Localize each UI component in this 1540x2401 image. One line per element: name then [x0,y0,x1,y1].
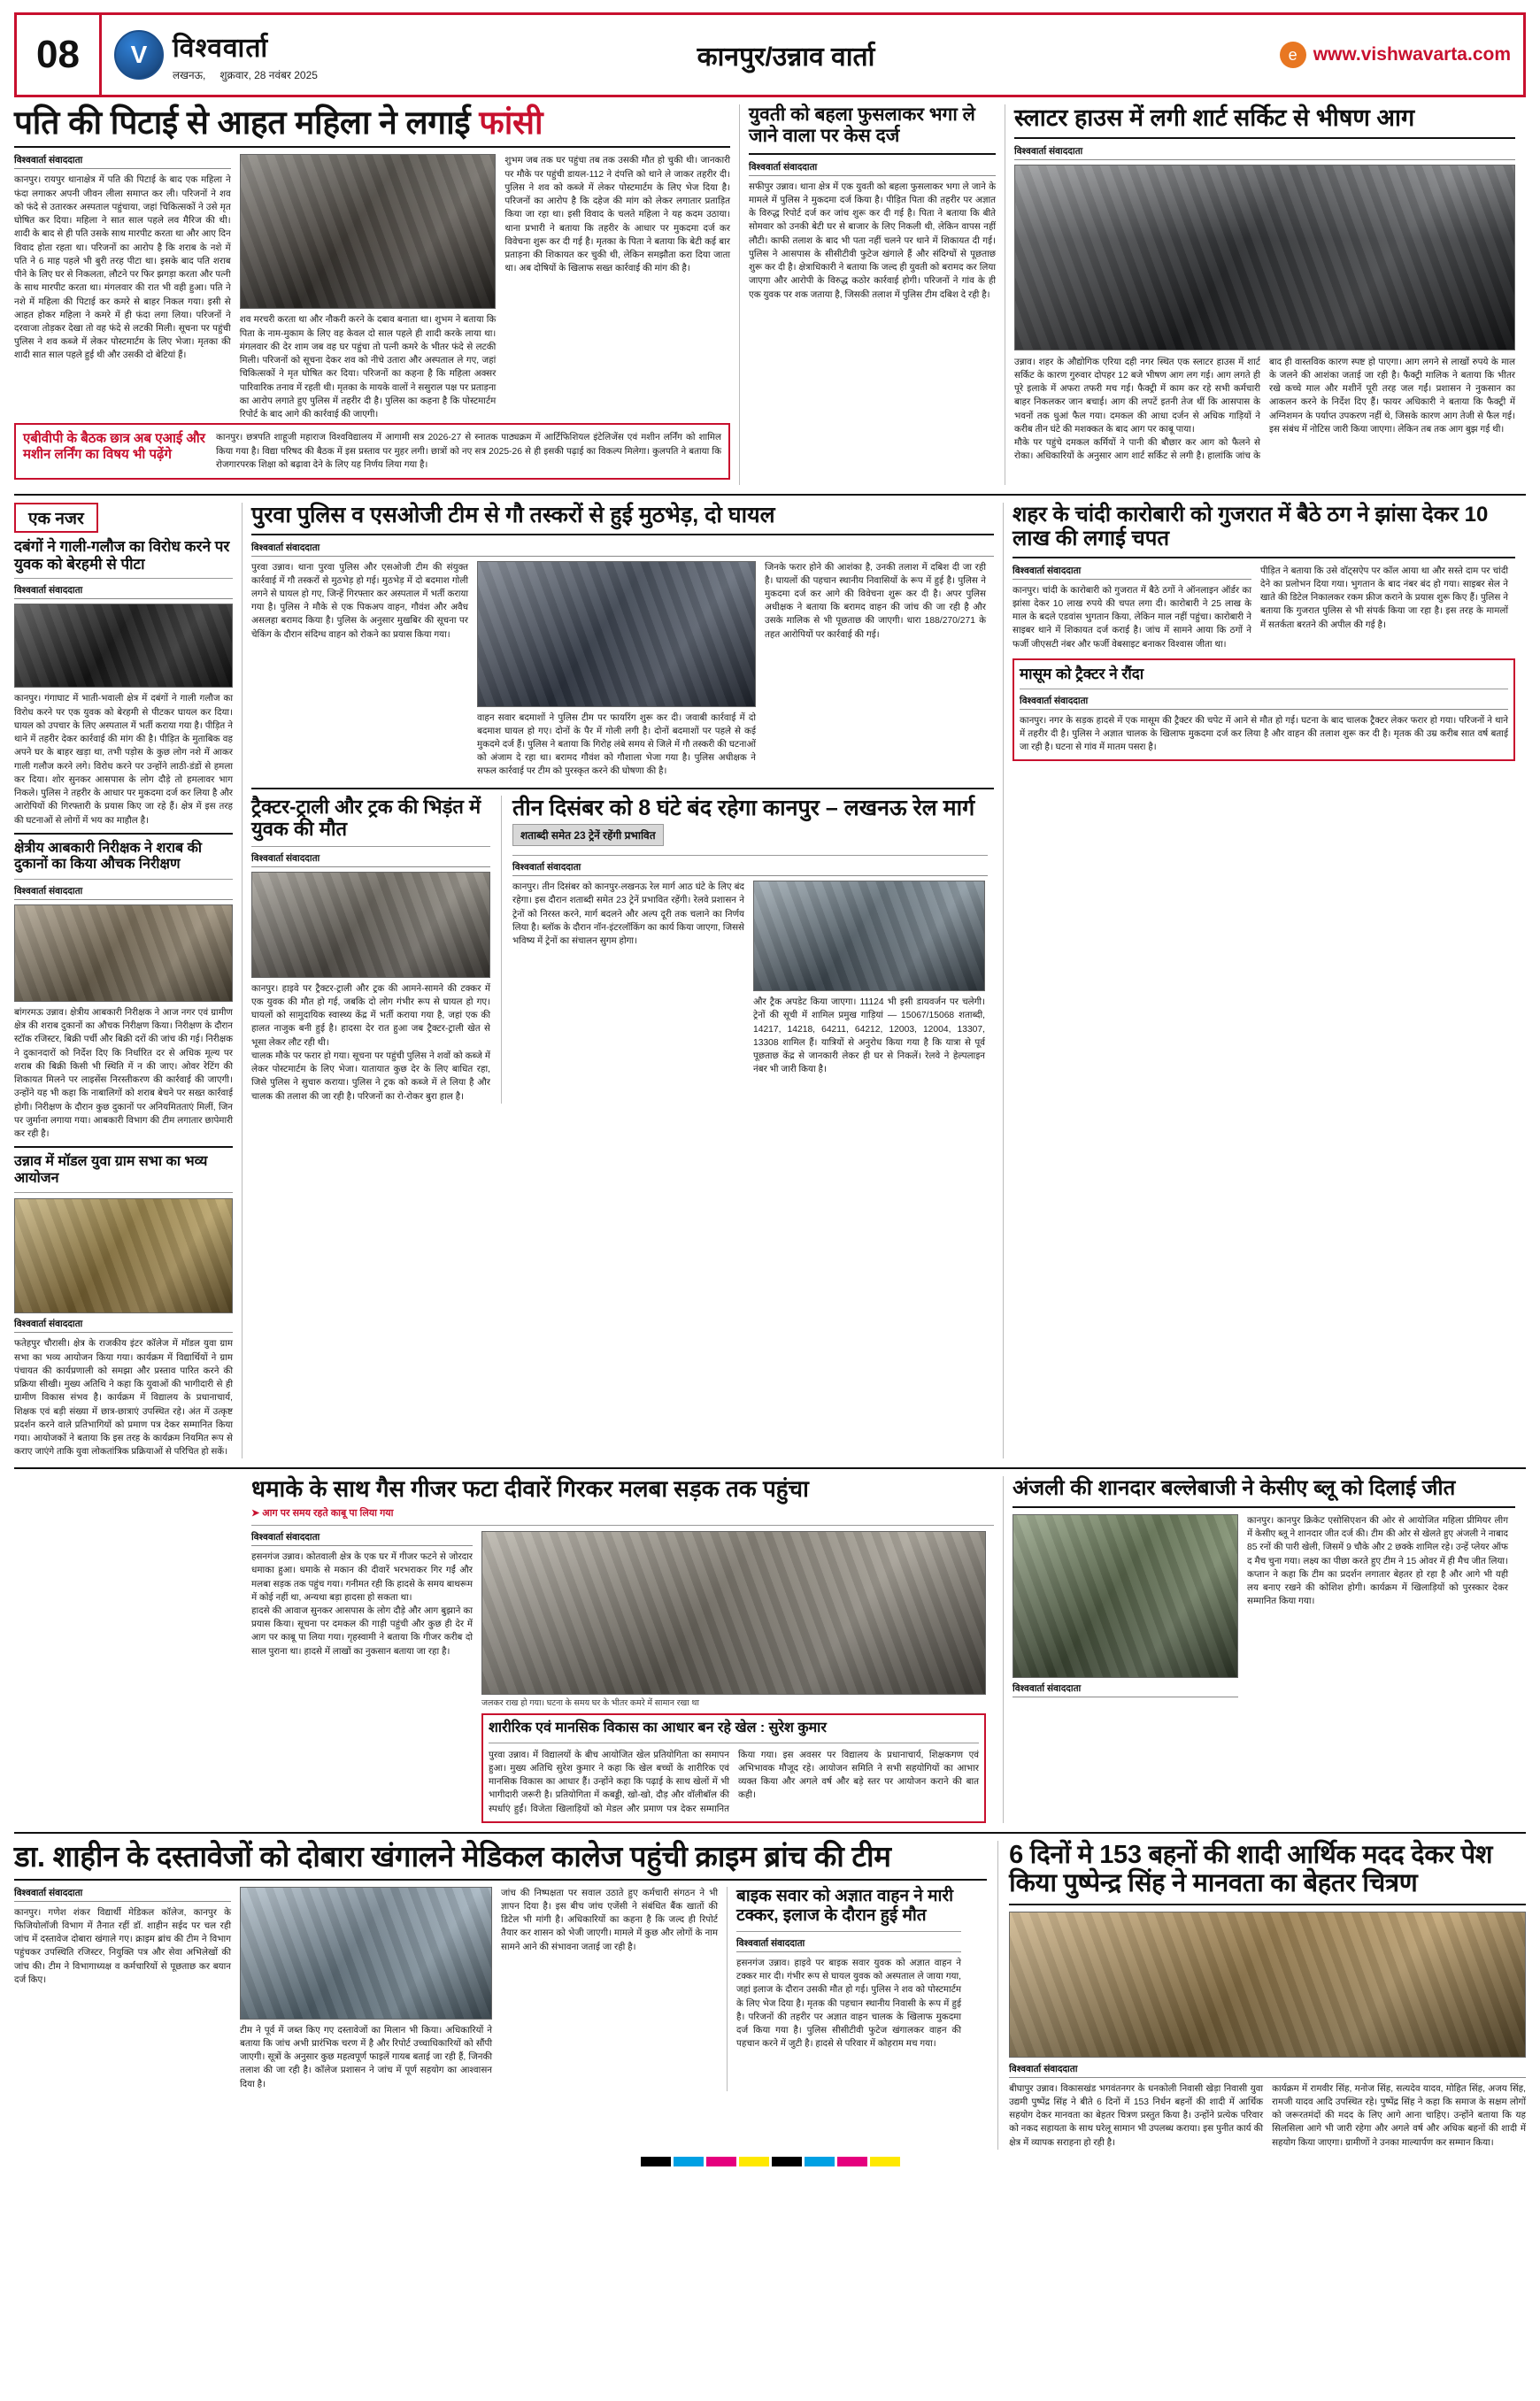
bike-headline: बाइक सवार को अज्ञात वाहन ने मारी टक्कर, इलाज के दौरान हुई मौत [736,1886,954,1925]
masoom-headline: मासूम को ट्रैक्टर ने रौंदा [1020,665,1144,682]
wedding-story [998,1841,1526,2150]
gram-sabha-photo [14,1198,233,1313]
lead-col1: कानपुर। रायपुर थानाक्षेत्र में पति की पिटाई के बाद एक महिला ने फंदा लगाकर अपनी जीवन लीला समाप्त कर ली। परिजनों ने शव को फंदे से उतारकर अस्पताल पहुंचाया, जहां चिकित्सकों ने उसे मृत घोषित कर दिया। महिला ने सात साल पहले लव मैरिज की थी। शादी के बाद से ही पति उसके साथ मारपीट करता था और आए दिन विवाद होता रहता था। परिजनों का आरोप है कि शराब के नशे में पति ने 6 माह पहले भी बुरी तरह पीटा था। इसके बाद पति शराब पीने के लिए घर से निकलता, लौटने पर फिर झगड़ा करता और पत्नी के साथ मारपीट करता था। मंगलवार की रात भी वही हुआ। पति ने नशे में महिला की पिटाई कर कमरे से बाहर निकल गया। इसी से आहत होकर महिला ने कमरे में ही फंदा लगा लिया। परिजनों ने दरवाजा तोड़कर देखा तो वह फंदे से लटकी मिली। सूचना पर पहुंची पुलिस ने शव कब्जे में लेकर पोस्टमार्टम के लिए भेजा। मृतका की शादी सात साल पहले हुई थी और उसकी दो बेटियां हैं। [14,175,231,361]
encounter-photo [477,561,756,707]
brand-city: लखनऊ, [173,68,206,81]
cricket-headline: अंजली की शानदार बल्लेबाजी ने केसीए ब्लू को दिलाई जीत [1013,1476,1456,1501]
crime-branch-photo [240,1887,492,2020]
byline: विश्ववार्ता संवाददाता [14,1887,231,1902]
bike-story [727,1887,961,2091]
gram-sabha-text: फतेहपुर चौरासी। क्षेत्र के राजकीय इंटर कॉलेज में मॉडल युवा ग्राम सभा का भव्य आयोजन किया गया। कार्यक्रम में विद्यार्थियों ने ग्राम पंचायत की कार्यप्रणाली को समझा और प्रस्ताव पारित करने की प्रक्रिया सीखी। मुख्य अतिथि ने कहा कि युवाओं की भागीदारी से ही ग्रामीण विकास संभव है। कार्यक्रम में विद्यालय के प्रधानाचार्य, शिक्षक एवं बड़ी संख्या में छात्र-छात्राएं उपस्थित रहे। अंत में उत्कृष्ट प्रदर्शन करने वाले प्रतिभागियों को प्रमाण पत्र देकर सम्मानित किया गया। आयोजकों ने बताया कि इस तरह के कार्यक्रम नियमित रूप से कराए जाएंगे ताकि युवा लोकतांत्रिक प्रक्रियाओं से परिचित हो सकें। [14,1339,233,1458]
cheating-headline: शहर के चांदी कारोबारी को गुजरात में बैठे ठग ने झांसा देकर 10 लाख की लगाई चपत [1013,503,1489,551]
youth-case-story [740,104,1005,485]
encounter-headline: पुरवा पुलिस व एसओजी टीम से गौ तस्करों से हुई मुठभेड़, दो घायल [251,503,775,528]
ek-nazar-text: कानपुर। गंगाघाट में भाती-भवाली क्षेत्र में दबंगों ने गाली गलौज का विरोध करने पर एक युवक को बेरहमी से पीटकर घायल कर दिया। घायल को उपचार के लिए अस्पताल में भर्ती कराया गया है। पीड़ित ने थाने में तहरीर देकर कार्रवाई की मांग की है। पीड़ित के मुताबिक वह अपने घर के बाहर खड़ा था, तभी पड़ोस के कुछ लोग नशे में आकर गाली गलौज करने लगे। विरोध करने पर उन्होंने लाठी-डंडों से हमला कर दिया। शोर सुनकर आसपास के लोग दौड़े तो हमलावर भाग निकले। पुलिस ने तहरीर के आधार पर मुकदमा दर्ज कर लिया है और आरोपियों की गिरफ्तारी के प्रयास किए जा रहे हैं। क्षेत्र में इस तरह की घटनाओं से लोगों में भय का माहौल है। [14,694,233,826]
tractor-col2: चालक मौके पर फरार हो गया। सूचना पर पहुंची पुलिस ने शवों को कब्जे में लेकर पोस्टमार्टम के लिए भेजा। यातायात कुछ देर के लिए बाधित रहा, जिसे पुलिस ने सुचारु कराया। पुलिस ने ट्रक को कब्जे में ले लिया है और चालक की तलाश की जा रही है। परिजनों का रो-रोकर बुरा हाल है। [251,1050,490,1102]
lead-col3: शुभम जब तक घर पहुंचा तब तक उसकी मौत हो चुकी थी। जानकारी पर मौके पर पहुंची डायल-112 ने दंपत्ति को थाने ले जाकर तहरीर दी। पुलिस ने शव को कब्जे में लेकर पोस्टमार्टम के लिए भेज दिया है। परिजनों का आरोप है कि दहेज की मांग को लेकर लगातार प्रताड़ित किया जा रहा था। इसी विवाद के चलते महिला ने यह कदम उठाया। थाना प्रभारी ने बताया कि तहरीर के आधार पर मुकदमा दर्ज कर विवेचना शुरू कर दी गई है। मृतका के पिता ने बताया कि बेटी कई बार प्रताड़ना की शिकायत कर चुकी थी, लेकिन समझौता करा दिया जाता था। अब दोषियों के खिलाफ सख्त कार्रवाई की मांग की है। [504,156,730,274]
geyser-photo [481,1531,986,1695]
gram-sabha-headline: उन्नाव में मॉडल युवा ग्राम सभा का भव्य आयोजन [14,1154,208,1186]
masoom-story [1013,658,1515,761]
lower-section [14,1476,1526,1822]
fire-col2: मौके पर पहुंचे दमकल कर्मियों ने पानी की बौछार कर आग को फैलने से रोका। अधिकारियों के अनुसार आग शार्ट सर्किट से लगी है। हालांकि जांच के बाद ही वास्तविक कारण स्पष्ट हो पाएगा। आग लगने से लाखों रुपये के माल के जलने की आशंका जताई जा रही है। फैक्ट्री मालिक ने बताया कि भीतर रखे कच्चे माल और मशीनें पूरी तरह जल गईं। प्रशासन ने नुकसान का आकलन करने के निर्देश दिए हैं। फायर अधिकारी ने बताया कि फैक्ट्री में अग्निशमन के पर्याप्त उपकरण नहीं थे, जिसके कारण आग तेजी से फैल गई। इस संबंध में नोटिस जारी किया जाएगा। लेकिन तब तक आग बुझ गई थी। [1014,357,1515,462]
geyser-col2: हादसे की आवाज सुनकर आसपास के लोग दौड़े और आग बुझाने का प्रयास किया। सूचना पर दमकल की गाड़ी पहुंची और कुछ ही देर में आग पर काबू पा लिया गया। गृहस्वामी ने बताया कि गीजर करीब दो साल पुराना था। हादसे में लाखों का नुकसान बताया जा रहा है। [251,1606,473,1657]
tractor-col1: कानपुर। हाइवे पर ट्रैक्टर-ट्राली और ट्रक की आमने-सामने की टक्कर में एक युवक की मौत हो गई, जबकि दो लोग गंभीर रूप से घायल हो गए। घायलों को सामुदायिक स्वास्थ्य केंद्र में भर्ती कराया गया है, जहां एक की हालत नाजुक बनी हुई है। हादसा देर रात हुआ जब ट्रैक्टर-ट्राली खेत से भूसा लेकर लौट रही थी। [251,983,490,1048]
encounter-col1: पुरवा उन्नाव। थाना पुरवा पुलिस और एसओजी टीम की संयुक्त कार्रवाई में गौ तस्करों से मुठभेड़ हो गई। मुठभेड़ में दो बदमाश गोली लगने से घायल हो गए, जिन्हें गिरफ्तार कर अस्पताल में भर्ती कराया गया है। पुलिस ने मौके से एक पिकअप वाहन, गौवंश और अवैध असलहा बरामद किया है। पुलिस के अनुसार मुखबिर की सूचना पर चेकिंग के दौरान संदिग्ध वाहन को रोकने का प्रयास किया गया। [251,562,468,640]
byline: विश्ववार्ता संवाददाता [1014,145,1515,160]
wedding-col2: कार्यक्रम में रामवीर सिंह, मनोज सिंह, सत्यदेव यादव, मोहित सिंह, अजय सिंह, रामजी यादव आदि उपस्थित रहे। पुष्पेंद्र सिंह ने कहा कि समाज के सक्षम लोगों को जरूरतमंदों की मदद के लिए आगे आना चाहिए। उन्होंने बताया कि यह सिलसिला आगे भी जारी रहेगा और अगले वर्ष और अधिक बहनों की शादी में सहयोग किया जाएगा। ग्रामीणों ने उनका माल्यार्पण कर सम्मान किया। [1272,2083,1526,2148]
globe-icon: e [1280,42,1306,68]
rail-photo [753,881,985,991]
wedding-col1: बीघापुर उन्नाव। विकासखंड भगवंतनगर के धनकोली निवासी खेड़ा निवासी युवा उद्यमी पुष्पेंद्र सिंह ने बीते 6 दिनों में 153 निर्धन बहनों की शादी में आर्थिक सहयोग देकर मानवता का बेहतर चित्रण प्रस्तुत किया है। उन्होंने प्रत्येक परिवार को नकद सहायता के साथ घरेलू सामान भी उपलब्ध कराया। इस पुनीत कार्य की क्षेत्र में व्यापक सराहना हो रही है। [1009,2083,1264,2148]
byline: विश्ववार्ता संवाददाता [14,1318,233,1333]
excise-text: बांगरमऊ उन्नाव। क्षेत्रीय आबकारी निरीक्षक ने आज नगर एवं ग्रामीण क्षेत्र की शराब दुकानों का औचक निरीक्षण किया। निरीक्षण के दौरान स्टॉक रजिस्टर, बिक्री पर्ची और बिक्री दरों की जांच की गई। निरीक्षक ने दुकानदारों को निर्देश दिए कि निर्धारित दर से अधिक मूल्य पर शराब की बिक्री किसी भी स्थिति में न की जाए। ओवर रेटिंग की शिकायत मिलने पर लाइसेंस निरस्तीकरण की कार्रवाई की जाएगी। उन्होंने यह भी कहा कि नाबालिगों को शराब बेचने पर सख्त कार्रवाई होगी। निरीक्षण के दौरान कुछ दुकानों पर अनियमितताएं मिलीं, जिन पर जुर्माना लगाया गया। आबकारी विभाग की टीम लगातार छापेमारी कर रही है। [14,1007,233,1139]
bike-text: हसनगंज उन्नाव। हाइवे पर बाइक सवार युवक को अज्ञात वाहन ने टक्कर मार दी। गंभीर रूप से घायल युवक को अस्पताल ले जाया गया, जहां इलाज के दौरान उसकी मौत हो गई। पुलिस ने शव को पोस्टमार्टम के लिए भेज दिया है। मृतक की पहचान स्थानीय निवासी के रूप में हुई है। परिजनों की तहरीर पर अज्ञात वाहन चालक के खिलाफ मुकदमा दर्ज किया गया है। पुलिस सीसीटीवी फुटेज खंगालकर वाहन की पहचान करने में जुटी है। हादसे से परिवार में कोहराम मच गया। [736,1958,961,2050]
edition-title: कानपुर/उन्नाव वार्ता [697,42,875,72]
byline: विश्ववार्ता संवाददाता [1013,565,1251,580]
rail-col1: कानपुर। तीन दिसंबर को कानपुर-लखनऊ रेल मार्ग आठ घंटे के लिए बंद रहेगा। इस दौरान शताब्दी समेत 23 ट्रेनें प्रभावित रहेंगी। रेलवे प्रशासन ने ट्रेनों को निरस्त करने, मार्ग बदलने और अल्प दूरी तक चलाने का निर्णय लिया है। ब्लॉक के दौरान नॉन-इंटरलॉकिंग का कार्य किया जाएगा, जिससे भविष्य में ट्रेनों का संचालन सुगम होगा। [512,882,744,947]
youth-case-text: सफीपुर उन्नाव। थाना क्षेत्र में एक युवती को बहला फुसलाकर भगा ले जाने के मामले में पुलिस ने मुकदमा दर्ज किया है। पीड़ित पिता की तहरीर पर अज्ञात के विरुद्ध रिपोर्ट दर्ज कर जांच शुरू कर दी गई है। पिता ने बताया कि बीते सोमवार को उनकी बेटी घर से बाजार के लिए निकली थी, लेकिन वापस नहीं लौटी। काफी तलाश के बाद भी पता नहीं चलने पर थाने में शिकायत दी गई। पुलिस ने आसपास के सीसीटीवी फुटेज खंगाले हैं और संदिग्धों से पूछताछ शुरू कर दी है। क्षेत्राधिकारी ने बताया कि जल्द ही युवती को बरामद कर लिया जाएगा और आरोपी के विरुद्ध कठोर कार्रवाई होगी। परिजनों ने गांव के ही एक युवक पर शक जताया है, जिसकी तलाश में पुलिस टीम दबिश दे रही है। [749,181,996,300]
byline: विश्ववार्ता संवाददाता [251,852,490,867]
byline: विश्ववार्ता संवाददाता [749,161,996,176]
cheating-col1: कानपुर। चांदी के कारोबारी को गुजरात में बैठे ठगों ने ऑनलाइन ऑर्डर का झांसा देकर 10 लाख रुपये की चपत लगा दी। कारोबारी ने 25 लाख के माल के बदले एडवांस भुगतान किया, लेकिन माल नहीं पहुंचा। कारोबारी ने साइबर थाने में शिकायत दर्ज कराई है। जांच में सामने आया कि ठगों ने फर्जी जीएसटी नंबर और फर्जी वेबसाइट बनाकर विश्वास जीता था। [1013,585,1251,650]
sports-box [481,1713,986,1823]
wedding-headline: 6 दिनों मे 153 बहनों की शादी आर्थिक मदद देकर पेश किया पुष्पेन्द्र सिंह ने मानवता का बेहतर चित्रण [1009,1840,1493,1898]
lead-photo [240,154,497,309]
fire-col1: उन्नाव। शहर के औद्योगिक एरिया दही नगर स्थित एक स्लाटर हाउस में शार्ट सर्किट के कारण गुरुवार दोपहर 12 बजे भीषण आग लग गई। आग लगते ही पूरे इलाके में अफरा तफरी मच गई। फैक्ट्री में काम कर रहे सभी कर्मचारी बाहर निकलकर जान बचाई। आग की लपटें इतनी तेज थीं कि आसपास के भवनों तक धुआं फैल गया। दमकल की आधा दर्जन से अधिक गाड़ियों ने करीब तीन घंटे की मशक्कत के बाद आग पर काबू पाया। [1014,357,1260,435]
abvp-inset-title: एबीवीपी के बैठक छात्र अब एआई और मशीन लर्निंग का विषय भी पढ़ेंगे [23,431,205,463]
section-header-ek-nazar: एक नजर [14,503,98,533]
sports-box-headline: शारीरिक एवं मानसिक विकास का आधार बन रहे खेल : सुरेश कुमार [489,1720,827,1736]
lead-col2: शव मरचरी करता था और नौकरी करने के दबाव बनाता था। शुभम ने बताया कि पिता के नाम-मुकाम के लिए वह केवल दो साल पहले ही शादी करके लाया था। मंगलवार की देर शाम जब वह घर पहुंचा तो पत्नी कमरे के भीतर फंदे से लटकी मिली। परिजनों को सूचना देकर शव को नीचे उतारा और अस्पताल ले गए, जहां चिकित्सकों ने मृत घोषित कर दिया। परिजनों का कहना है कि महिला अक्सर पारिवारिक तनाव में रहती थी। मृतका के मायके वालों ने ससुराल पक्ष पर प्रताड़ना का आरोप लगाते हुए पुलिस में तहरीर दी है। पुलिस का कहना है कि पोस्टमार्टम रिपोर्ट के बाद आगे की कार्रवाई की जाएगी। [239,315,497,420]
lower-spacer [14,1476,243,1822]
lead-story [14,104,740,485]
crime-branch-headline: डा. शाहीन के दस्तावेजों को दोबारा खंगालने मेडिकल कालेज पहुंची क्राइम ब्रांच की टीम [14,1839,891,1873]
crime-branch-col1: कानपुर। गणेश शंकर विद्यार्थी मेडिकल कॉलेज, कानपुर के फिजियोलॉजी विभाग में तैनात रहीं डॉ. शाहीन सईद पर चल रही जांच में दस्तावेज दोबारा खंगाले गए। क्राइम ब्रांच की टीम ने विभाग पहुंचकर उपस्थिति रजिस्टर, नियुक्ति पत्र और सेवा अभिलेखों की जांच की। टीम ने विभागाध्यक्ष व कर्मचारियों से पूछताछ कर बयान दर्ज किए। [14,1907,231,1985]
geyser-arrow-note: ➤ आग पर समय रहते काबू पा लिया गया [251,1508,394,1520]
cheating-col2: पीड़ित ने बताया कि उसे वॉट्सऐप पर कॉल आया था और सस्ते दाम पर चांदी देने का प्रलोभन दिया गया। भुगतान के बाद नंबर बंद हो गया। साइबर सेल ने खाते की डिटेल निकालकर रकम फ्रीज कराने के प्रयास शुरू किए हैं। पुलिस ने बताया कि गुजरात पुलिस से भी संपर्क किया जा रहा है। इस तरह के मामलों में सतर्कता बरतने की अपील की गई है। [1260,566,1508,630]
geyser-story [243,1476,1004,1822]
byline: विश्ववार्ता संवाददाता [1020,695,1508,710]
youth-case-headline: युवती को बहला फुसलाकर भगा ले जाने वाला पर केस दर्ज [749,104,975,147]
byline: विश्ववार्ता संवाददाता [251,542,994,557]
masoom-text: कानपुर। नगर के सड़क हादसे में एक मासूम की ट्रैक्टर की चपेट में आने से मौत हो गई। घटना के बाद चालक ट्रैक्टर लेकर फरार हो गया। परिजनों ने थाने में तहरीर दी है। पुलिस ने अज्ञात चालक के खिलाफ मुकदमा दर्ज कर लिया है और वाहन की तलाश शुरू कर दी है। मृतक की उम्र करीब सात वर्ष बताई जा रही है। घटना से गांव में मातम पसरा है। [1020,715,1508,753]
ek-nazar-column [14,503,243,1458]
website-url: www.vishwavarta.com [1313,44,1511,65]
geyser-headline: धमाके के साथ गैस गीजर फटा दीवारें गिरकर मलबा सड़क तक पहुंचा [251,1475,809,1503]
abvp-inset-text: कानपुर। छत्रपति शाहूजी महाराज विश्वविद्यालय में आगामी सत्र 2026-27 से स्नातक पाठ्यक्रम में आर्टिफिशियल इंटेलिजेंस एवं मशीन लर्निंग को शामिल किया गया है। विद्या परिषद की बैठक में इस प्रस्ताव पर मुहर लगी। छात्रों को नए सत्र 2025-26 से ही इसकी पढ़ाई का विकल्प मिलेगा। कुलपति ने बताया कि रोजगारपरक शिक्षा को बढ़ावा देने के लिए यह निर्णय लिया गया है। [216,433,721,470]
byline: विश्ववार्ता संवाददाता [1013,1682,1238,1697]
rail-col2: और ट्रैक अपडेट किया जाएगा। 11124 भी इसी डायवर्जन पर चलेगी। ट्रेनों की सूची में शामिल प्रमुख गाड़ियां — 15067/15068 शताब्दी, 14217, 14218, 64211, 64212, 12003, 12004, 13307, 13308 शामिल हैं। यात्रियों से अनुरोध किया गया है कि यात्रा से पूर्व पूछताछ केंद्र से जानकारी लेकर ही घर से निकलें। रेलवे ने हेल्पलाइन नंबर भी जारी किया है। [753,997,985,1075]
byline: विश्ववार्ता संवाददाता [14,584,233,599]
sports-box-text: पुरवा उन्नाव। में विद्यालयों के बीच आयोजित खेल प्रतियोगिता का समापन हुआ। मुख्य अतिथि सुरेश कुमार ने कहा कि खेल बच्चों के शारीरिक एवं मानसिक विकास का आधार हैं। उन्होंने कहा कि पढ़ाई के साथ खेलों में भी भागीदारी जरूरी है। प्रतियोगिता में कबड्डी, खो-खो, दौड़ और वॉलीबॉल की स्पर्धाएं हुईं। विजेता खिलाड़ियों को मेडल और प्रमाण पत्र देकर सम्मानित किया गया। इस अवसर पर विद्यालय के प्रधानाचार्य, शिक्षकगण एवं अभिभावक मौजूद रहे। आयोजन समिति ने सभी सहयोगियों का आभार व्यक्त किया और अगले वर्ष और बड़े स्तर पर आयोजन कराने की बात कही। [489,1750,979,1814]
cricket-story [1004,1476,1515,1822]
masthead [14,12,1526,97]
tractor-headline: ट्रैक्टर-ट्राली और ट्रक की भिड़ंत में युवक की मौत [251,795,481,841]
geyser-col1: हसनगंज उन्नाव। कोतवाली क्षेत्र के एक घर में गीजर फटने से जोरदार धमाका हुआ। धमाके से मकान की दीवारें भरभराकर गिर गईं और मलबा सड़क तक पहुंच गया। गनीमत रही कि हादसे के समय बाथरूम में कोई नहीं था, अन्यथा बड़ा हादसा हो सकता था। [251,1552,473,1603]
middle-section [14,503,1526,1458]
website-link[interactable] [1178,15,1523,95]
bottom-section [14,1841,1526,2150]
rail-story [501,796,988,1104]
ek-nazar-headline: दबंगों ने गाली-गलौज का विरोध करने पर युवक को बेरहमी से पीटा [14,538,230,573]
brand-date: शुक्रवार, 28 नवंबर 2025 [219,68,318,81]
ek-nazar-photo [14,604,233,688]
byline: विश्ववार्ता संवाददाता [512,861,988,876]
tractor-photo [251,872,490,978]
wedding-photo [1009,1912,1526,2058]
logo-icon: V [114,30,164,80]
lead-headline: पति की पिटाई से आहत महिला ने लगाई फांसी [14,104,543,141]
brand-name: विश्ववार्ता [173,33,269,63]
excise-headline: क्षेत्रीय आबकारी निरीक्षक ने शराब की दुकानों का किया औचक निरीक्षण [14,840,203,873]
right-column [1004,503,1515,1458]
abvp-inset-box [14,423,730,480]
crime-branch-story [14,1841,998,2150]
rail-subtag: शताब्दी समेत 23 ट्रेनें रहेंगी प्रभावित [512,824,664,846]
fire-photo [1014,165,1515,350]
cricket-text: कानपुर। कानपुर क्रिकेट एसोसिएशन की ओर से आयोजित महिला प्रीमियर लीग में केसीए ब्लू ने शानदार जीत दर्ज की। टीम की ओर से खेलते हुए अंजली ने नाबाद 85 रनों की पारी खेली, जिसमें 9 चौके और 2 छक्के शामिल रहे। उन्हें प्लेयर ऑफ द मैच चुना गया। लक्ष्य का पीछा करते हुए टीम ने 15 ओवर में ही मैच जीत लिया। कप्तान ने कहा कि टीम का प्रदर्शन लगातार बेहतर हो रहा है और आगे भी यही लय बनाए रखने की कोशिश होगी। कार्यक्रम में खिलाड़ियों को पुरस्कार देकर सम्मानित किया गया। [1247,1515,1508,1607]
encounter-col3: जिनके फरार होने की आशंका है, उनकी तलाश में दबिश दी जा रही है। घायलों की पहचान स्थानीय निवासियों के रूप में हुई है। पुलिस ने मुकदमा दर्ज कर आगे की विवेचना शुरू कर दी है। अपर पुलिस अधीक्षक ने बताया कि बरामद वाहन की जांच की जा रही है और उसके मालिक से भी पूछताछ की जाएगी। धारा 188/270/271 के तहत आरोपियों पर कार्रवाई की गई। [765,562,986,640]
excise-photo [14,904,233,1002]
byline: विश्ववार्ता संवाददाता [1009,2063,1526,2078]
fire-story [1005,104,1515,485]
geyser-caption: जलकर राख हो गया। घटना के समय घर के भीतर कमरे में सामान रखा था [481,1698,699,1709]
encounter-col2: वाहन सवार बदमाशों ने पुलिस टीम पर फायरिंग शुरू कर दी। जवाबी कार्रवाई में दो बदमाश घायल हो गए। दोनों के पैर में गोली लगी है। दोनों बदमाशों पर पहले से कई मुकदमे दर्ज हैं। पुलिस ने बताया कि गिरोह लंबे समय से जिले में गौ तस्करी की घटनाओं को अंजाम दे रहा था। बरामद गौवंश को गौशाला भेजा गया है। पुलिस अधीक्षक ने सफल कार्रवाई पर टीम को पुरस्कृत करने की घोषणा की है। [477,712,756,777]
rail-headline: तीन दिसंबर को 8 घंटे बंद रहेगा कानपुर – लखनऊ रेल मार्ग [512,795,975,820]
middle-column [243,503,1004,1458]
crime-branch-col3: जांच की निष्पक्षता पर सवाल उठाते हुए कर्मचारी संगठन ने भी ज्ञापन दिया है। इस बीच जांच एजेंसी ने संबंधित बैंक खातों की डिटेल भी मांगी है। अधिकारियों का कहना है कि जल्द ही रिपोर्ट तैयार कर शासन को भेजी जाएगी। मामले में कुछ और लोगों के नाम सामने आने की संभावना जताई जा रही है। [501,1888,718,1952]
byline: विश्ववार्ता संवाददाता [251,1531,473,1546]
cricket-photo [1013,1514,1238,1678]
byline: विश्ववार्ता संवाददाता [14,885,233,900]
cmyk-registration-bar [14,2157,1526,2166]
page-number: 08 [17,15,102,95]
fire-headline: स्लाटर हाउस में लगी शार्ट सर्किट से भीषण आग [1014,104,1415,131]
logo [102,15,394,95]
byline: विश्ववार्ता संवाददाता [14,154,231,169]
top-section [14,104,1526,485]
encounter-story [251,503,994,779]
byline: विश्ववार्ता संवाददाता [736,1937,961,1952]
crime-branch-col2: टीम ने पूर्व में जब्त किए गए दस्तावेजों का मिलान भी किया। अधिकारियों ने बताया कि जांच अभी प्रारंभिक चरण में है और रिपोर्ट उच्चाधिकारियों को सौंपी जाएगी। सूत्रों के अनुसार कुछ महत्वपूर्ण फाइलें गायब बताई जा रही हैं, जिनकी तलाश की जा रही है। कॉलेज प्रशासन ने जांच में पूर्ण सहयोग का आश्वासन दिया है। [240,2025,492,2089]
tractor-story [251,796,490,1104]
